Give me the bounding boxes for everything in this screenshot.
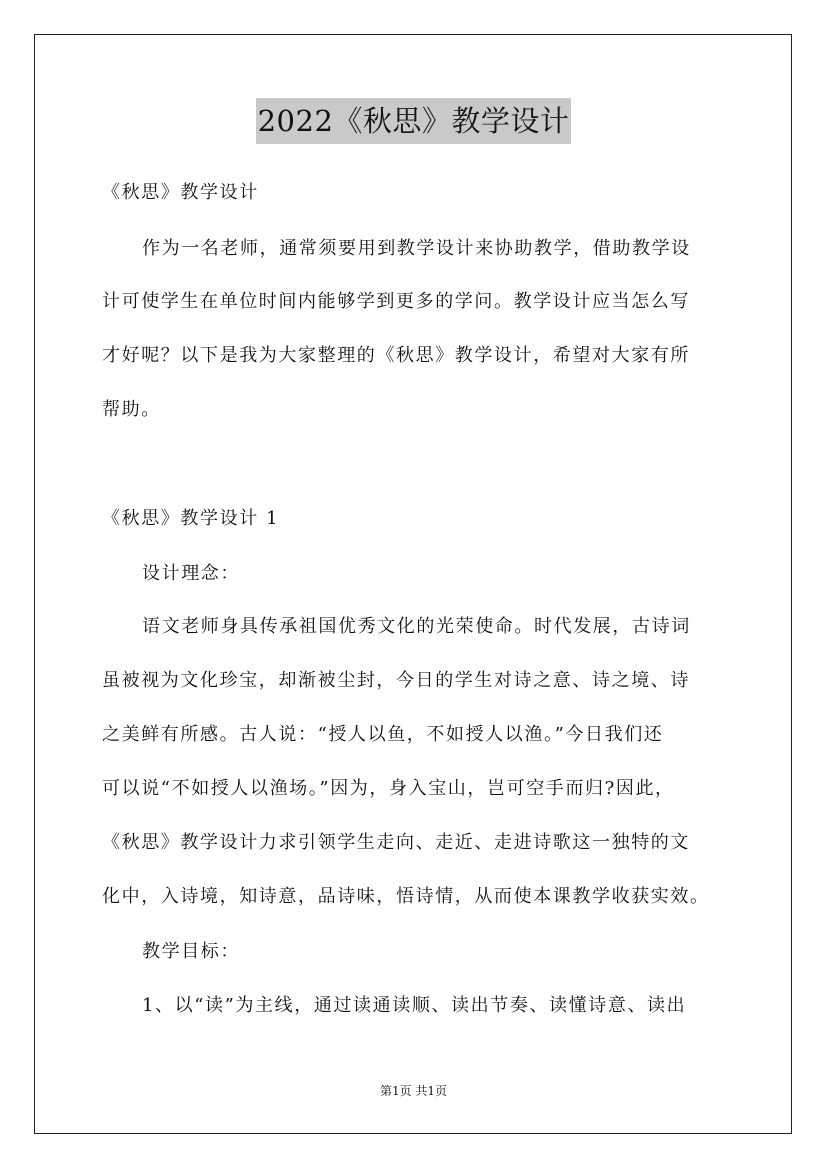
intro-heading: 《秋思》教学设计 — [102, 182, 259, 203]
section1-heading: 《秋思》教学设计 1 — [102, 508, 280, 529]
document-title: 2022《秋思》教学设计 — [256, 98, 572, 144]
concept-line-5: 《秋思》教学设计力求引领学生走向、走近、走进诗歌这一独特的文 — [102, 832, 690, 853]
goal-line-1: 1、以“读”为主线，通过读通读顺、读出节奏、读懂诗意、读出 — [142, 995, 687, 1016]
design-concept-label: 设计理念： — [142, 563, 240, 584]
intro-line-1: 作为一名老师，通常须要用到教学设计来协助教学，借助教学设 — [142, 238, 691, 259]
page-footer: 第1页 共1页 — [379, 1084, 448, 1098]
goals-label: 教学目标： — [142, 941, 240, 962]
concept-line-3: 之美鲜有所感。古人说：“授人以鱼，不如授人以渔。”今日我们还 — [102, 724, 664, 745]
concept-line-2: 虽被视为文化珍宝，却渐被尘封，今日的学生对诗之意、诗之境、诗 — [102, 670, 690, 691]
intro-line-3: 才好呢？以下是我为大家整理的《秋思》教学设计，希望对大家有所 — [102, 345, 690, 366]
intro-line-2: 计可使学生在单位时间内能够学到更多的学问。教学设计应当怎么写 — [102, 291, 690, 312]
concept-line-1: 语文老师身具传承祖国优秀文化的光荣使命。时代发展，古诗词 — [142, 616, 691, 637]
concept-line-4: 可以说“不如授人以渔场。”因为，身入宝山，岂可空手而归?因此， — [102, 778, 675, 799]
concept-line-6: 化中，入诗境，知诗意，品诗味，悟诗情，从而使本课教学收获实效。 — [102, 886, 710, 907]
intro-line-4: 帮助。 — [102, 399, 161, 420]
